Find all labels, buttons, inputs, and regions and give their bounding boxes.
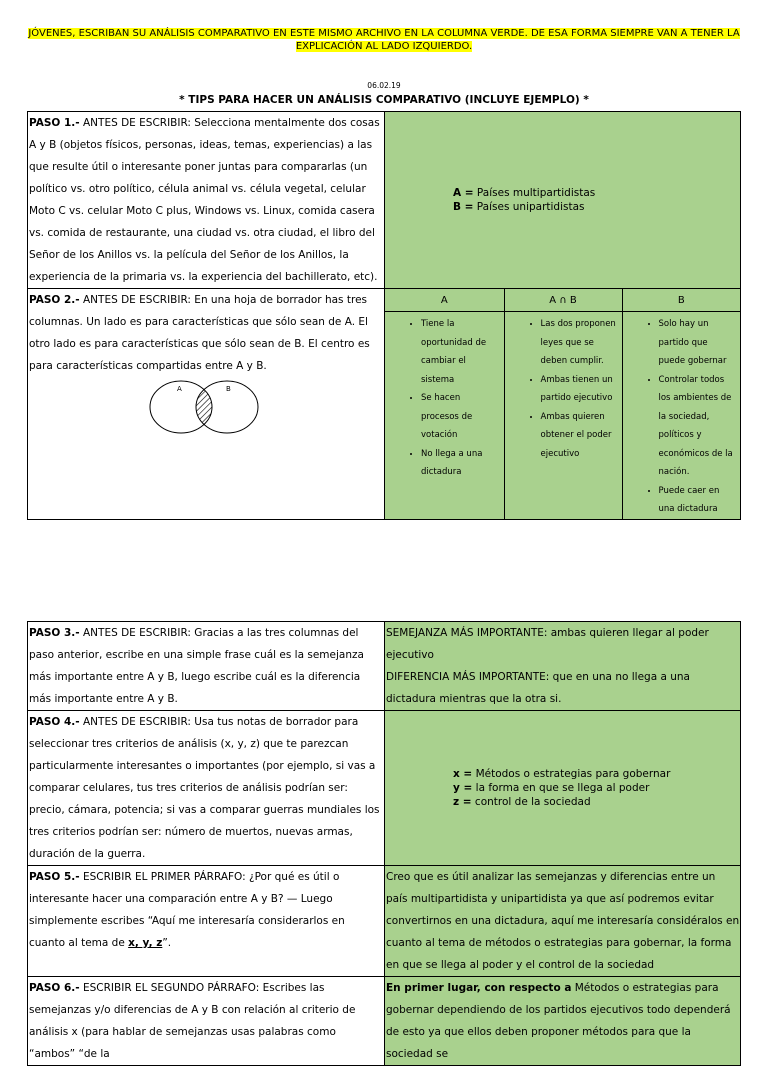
- instruction-banner: JÓVENES, ESCRIBAN SU ANÁLISIS COMPARATIVO EN ESTE MISMO ARCHIVO EN LA COLUMNA VERDE. DE ESA FORMA SIEMPRE VAN A TENER LA EXPLICACIÓN AL LADO IZQUIERDO.: [28, 28, 740, 52]
- list-item: • No llega a una dictadura: [421, 445, 500, 482]
- paso3-answer[interactable]: SEMEJANZA MÁS IMPORTANTE: ambas quieren llegar al poder ejecutivo DIFERENCIA MÁS IMPORTANTE: que en una no llega a una dictadura mientras que la otra si.: [385, 622, 741, 711]
- document-title: * TIPS PARA HACER UN ANÁLISIS COMPARATIVO (INCLUYE EJEMPLO) *: [179, 94, 589, 106]
- list-item: • Ambas quieren obtener el poder ejecutivo: [541, 408, 618, 464]
- column-b-header: B: [622, 289, 740, 312]
- paso5-instructions: PASO 5.- ESCRIBIR EL PRIMER PÁRRAFO: ¿Por qué es útil o interesante hacer una comparación entre A y B? — Luego simplemente escribes “Aquí me interesaría considerarlos en cuanto al tema de x, y, z”.: [28, 866, 385, 977]
- document-date: 06.02.19: [367, 81, 401, 90]
- paso6-instructions: PASO 6.- ESCRIBIR EL SEGUNDO PÁRRAFO: Escribes las semejanzas y/o diferencias de A y B con relación al criterio de análisis x (para hablar de semejanzas usas palabras como “ambos” “de la: [28, 977, 385, 1066]
- list-item: • Tiene la oportunidad de cambiar el sistema: [421, 315, 500, 389]
- column-ab-header: A ∩ B: [504, 289, 622, 312]
- paso5-answer[interactable]: Creo que es útil analizar las semejanzas y diferencias entre un país multipartidista y unipartidista ya que así podremos evitar convertirnos en una dictadura, aquí me interesaría considéralos en cuanto al tema de métodos o estrategias para gobernar, la forma en que se llega al poder y el control de la sociedad: [385, 866, 741, 977]
- column-a-list: [385, 312, 504, 519]
- list-item: • Puede caer en una dictadura: [659, 482, 737, 519]
- venn-label-b: B: [226, 385, 231, 393]
- paso6-answer[interactable]: En primer lugar, con respecto a Métodos o estrategias para gobernar dependiendo de los partidos ejecutivos todo dependerá de esto ya que ellos deben proponer métodos para que la sociedad se: [385, 977, 741, 1066]
- paso1-answer[interactable]: A = Países multipartidistas B = Países unipartidistas: [385, 112, 741, 289]
- column-a-header: A: [385, 289, 504, 312]
- paso1-instructions: PASO 1.- ANTES DE ESCRIBIR: Selecciona mentalmente dos cosas A y B (objetos físicos, personas, ideas, temas, experiencias) a las que resulte útil o interesante poner juntas para compararlas (un político vs. otro político, célula animal vs. célula vegetal, celular Moto C vs. celular Moto C plus, Windows vs. Linux, comida casera vs. comida de restaurante, una ciudad vs. otra ciudad, el libro del Señor de los Anillos vs. la película del Señor de los Anillos, la experiencia de la primaria vs. la experiencia del bachillerato, etc).: [28, 112, 385, 289]
- comparison-columns: [385, 289, 740, 519]
- steps-table-2: [27, 621, 741, 1066]
- paso4-instructions: PASO 4.- ANTES DE ESCRIBIR: Usa tus notas de borrador para seleccionar tres criterios de análisis (x, y, z) que te parezcan particularmente interesantes o importantes (por ejemplo, si vas a comparar celulares, tus tres criterios de análisis podrían ser: precio, cámara, potencia; si vas a comparar guerras mundiales los tres criterios podrían ser: número de muertos, nuevas armas, duración de la guerra.: [28, 711, 385, 866]
- column-ab-list: [504, 312, 622, 519]
- paso2-instructions: PASO 2.- ANTES DE ESCRIBIR: En una hoja de borrador has tres columnas. Un lado es para características que sólo sean de A. El otro lado es para características que sólo sean de B. El centro es para características compartidas entre A y B. A B: [28, 289, 385, 520]
- column-b-list: [622, 312, 740, 519]
- list-item: • Controlar todos los ambientes de la sociedad, políticos y económicos de la nación.: [659, 371, 737, 482]
- list-item: • Las dos proponen leyes que se deben cumplir.: [541, 315, 618, 371]
- list-item: • Ambas tienen un partido ejecutivo: [541, 371, 618, 408]
- venn-label-a: A: [177, 385, 182, 393]
- list-item: • Solo hay un partido que puede gobernar: [659, 315, 737, 371]
- list-item: • Se hacen procesos de votación: [421, 389, 500, 445]
- paso3-instructions: PASO 3.- ANTES DE ESCRIBIR: Gracias a las tres columnas del paso anterior, escribe en una simple frase cuál es la semejanza más importante entre A y B, luego escribe cuál es la diferencia más importante entre A y B.: [28, 622, 385, 711]
- venn-diagram: [149, 379, 259, 439]
- paso2-answer[interactable]: [385, 289, 741, 520]
- steps-table-1: [27, 111, 741, 520]
- paso4-answer[interactable]: x = Métodos o estrategias para gobernar y = la forma en que se llega al poder z = control de la sociedad: [385, 711, 741, 866]
